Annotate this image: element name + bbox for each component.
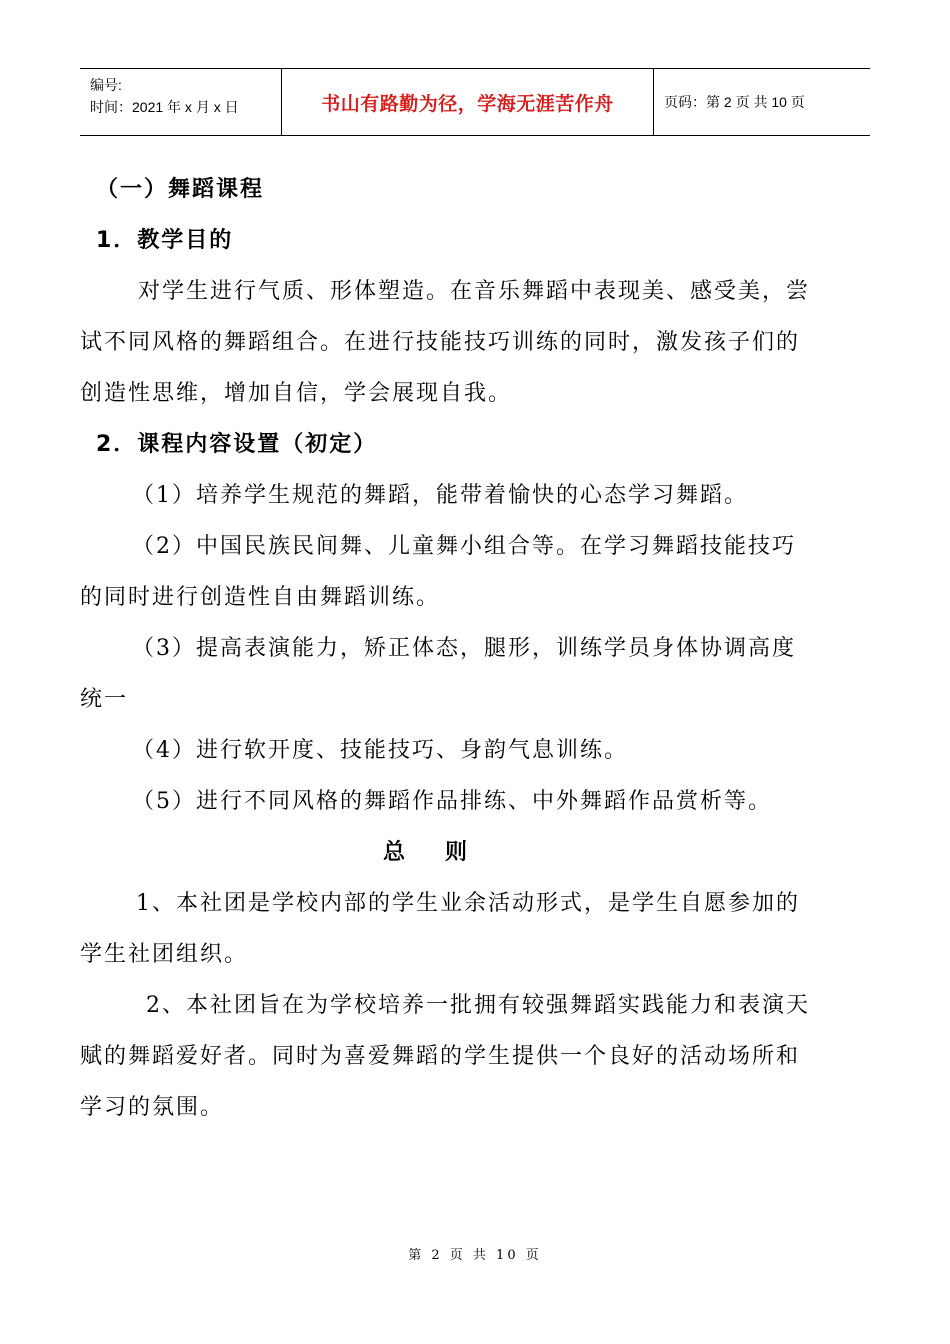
rule-line: 2、本社团旨在为学校培养一批拥有较强舞蹈实践能力和表演天: [146, 993, 810, 1018]
header-motto-cell: [282, 69, 654, 135]
general-title: 总则: [382, 840, 507, 865]
list-item-continuation: 的同时进行创造性自由舞蹈训练。: [80, 585, 441, 610]
page-footer: 第 2 页 共 10 页: [408, 1248, 542, 1263]
header-meta-cell: [80, 69, 282, 135]
page-info: 页码：第 2 页 共 10 页: [664, 94, 805, 110]
paragraph-line: 创造性思维，增加自信，学会展现自我。: [80, 381, 513, 406]
list-item: （3）提高表演能力，矫正体态，腿形，训练学员身体协调高度: [132, 636, 796, 661]
header-page-cell: [654, 69, 870, 135]
heading-course-content: 2．课程内容设置（初定）: [96, 432, 378, 457]
rule-line: 赋的舞蹈爱好者。同时为喜爱舞蹈的学生提供一个良好的活动场所和: [80, 1044, 801, 1069]
list-item: （4）进行软开度、技能技巧、身韵气息训练。: [132, 738, 628, 763]
number-label: 编号:: [90, 77, 122, 93]
list-item: （1）培养学生规范的舞蹈，能带着愉快的心态学习舞蹈。: [132, 483, 748, 508]
document-body: [80, 164, 870, 1133]
rule-line: 1、本社团是学校内部的学生业余活动形式，是学生自愿参加的: [136, 891, 800, 916]
page-header: [80, 68, 870, 136]
rule-line: 学生社团组织。: [80, 942, 249, 967]
heading-teaching-goal: 1．教学目的: [96, 228, 234, 253]
list-item: （5）进行不同风格的舞蹈作品排练、中外舞蹈作品赏析等。: [132, 789, 772, 814]
list-item: （2）中国民族民间舞、儿童舞小组合等。在学习舞蹈技能技巧: [132, 534, 796, 559]
section-title: （一）舞蹈课程: [96, 177, 265, 202]
rule-line: 学习的氛围。: [80, 1095, 225, 1120]
paragraph-line: 对学生进行气质、形体塑造。在音乐舞蹈中表现美、感受美，尝: [138, 279, 811, 304]
motto-text: 书山有路勤为径，学海无涯苦作舟: [321, 92, 614, 115]
paragraph-line: 试不同风格的舞蹈组合。在进行技能技巧训练的同时，激发孩子们的: [80, 330, 801, 355]
list-item-continuation: 统一: [80, 687, 129, 712]
time-label: 时间：2021 年 x 月 x 日: [90, 99, 239, 115]
